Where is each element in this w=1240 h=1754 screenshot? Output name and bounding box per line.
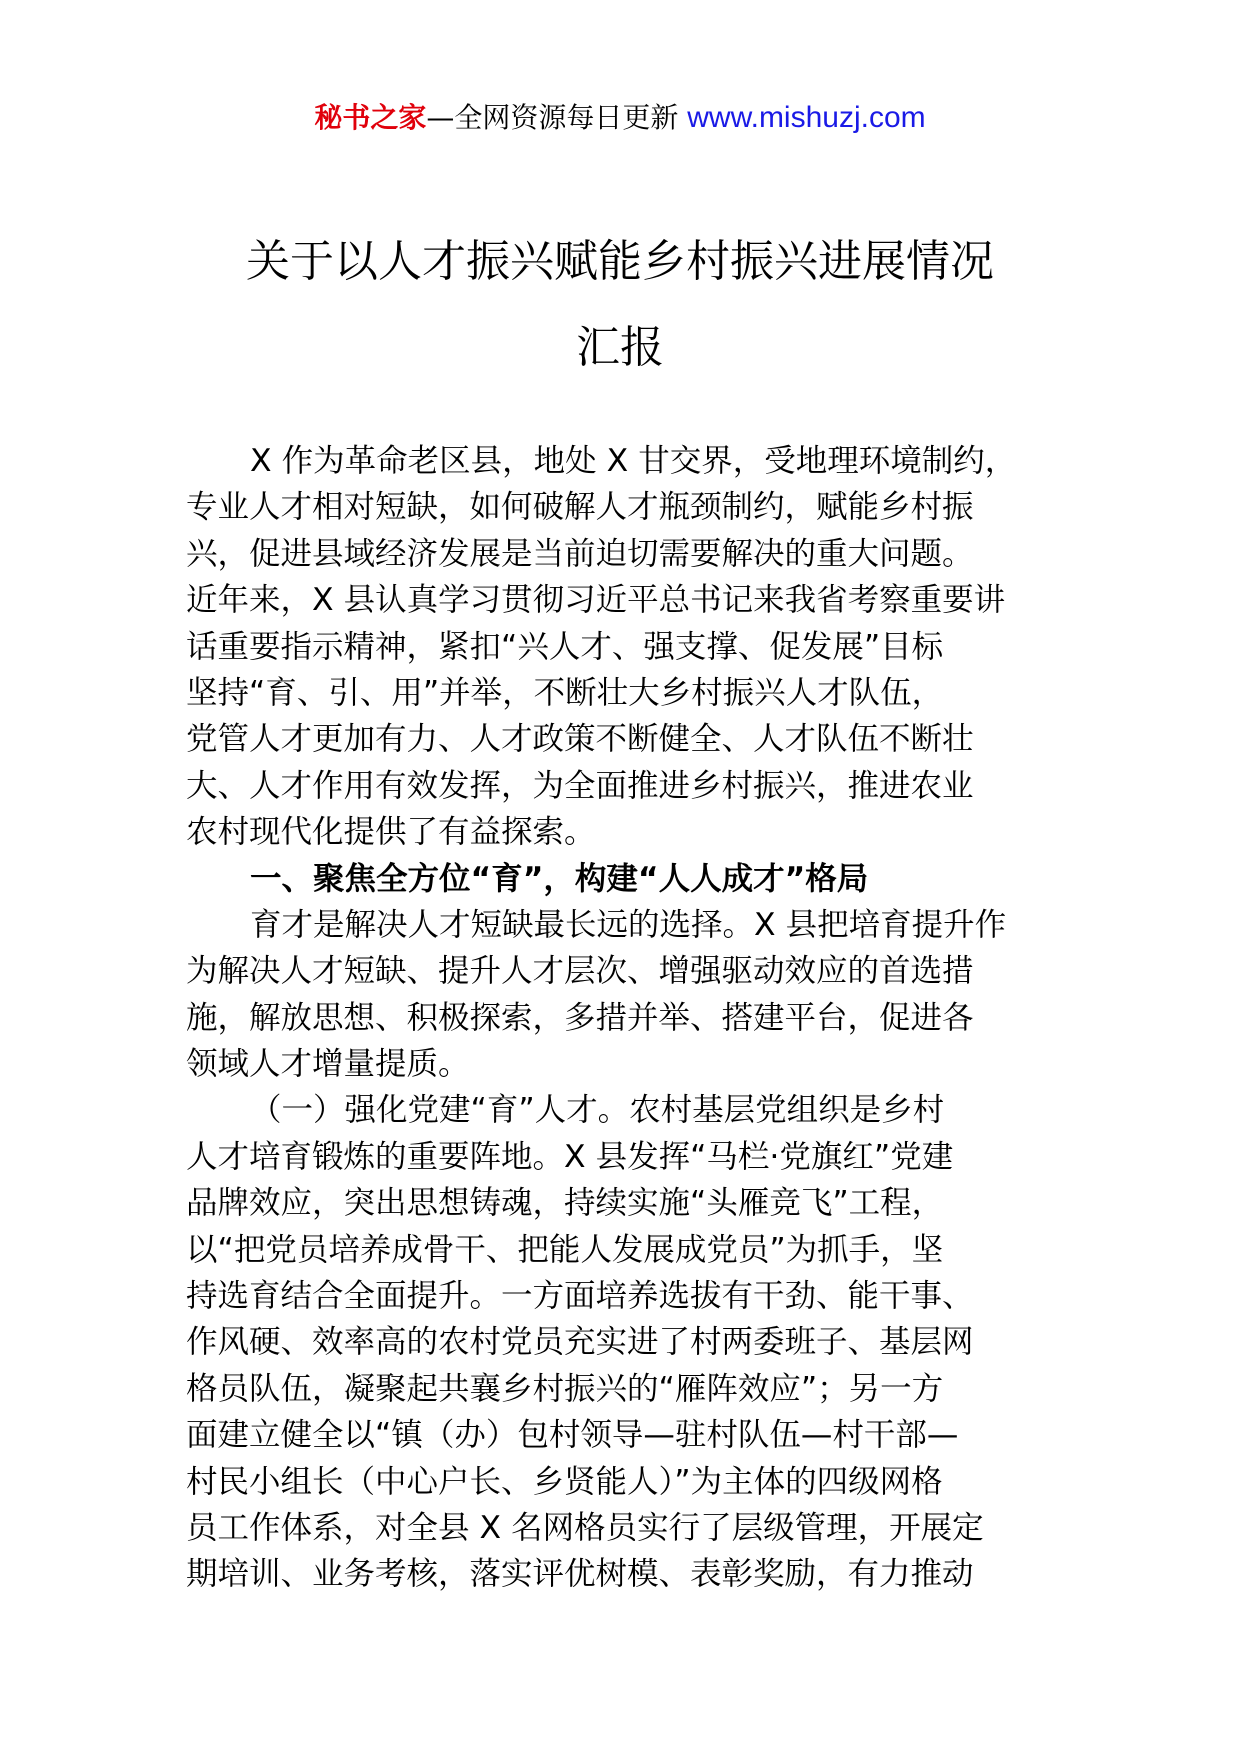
- body-line: 施，解放思想、积极探索，多措并举、搭建平台，促进各: [186, 999, 974, 1036]
- body-line: 育才是解决人才短缺最长远的选择。X 县把培育提升作: [250, 906, 1007, 943]
- document-title-line-2: 汇报: [576, 322, 664, 373]
- section-heading: 一、聚焦全方位“育”，构建“人人成才”格局: [250, 860, 869, 897]
- body-line: 领域人才增量提质。: [186, 1046, 470, 1083]
- body-line: 为解决人才短缺、提升人才层次、增强驱动效应的首选措: [186, 953, 974, 990]
- site-brand: 秘书之家: [314, 101, 427, 134]
- body-line: 作风硬、效率高的农村党员充实进了村两委班子、基层网: [186, 1324, 974, 1361]
- document-title-line-1: 关于以人才振兴赋能乡村振兴进展情况: [246, 236, 994, 287]
- body-line: 村民小组长（中心户长、乡贤能人）”为主体的四级网格: [186, 1463, 943, 1500]
- body-line: 兴，促进县域经济发展是当前迫切需要解决的重大问题。: [186, 535, 974, 572]
- body-line: 以“把党员培养成骨干、把能人发展成党员”为抓手，坚: [186, 1231, 944, 1268]
- body-line: 话重要指示精神，紧扣“兴人才、强支撑、促发展”目标: [186, 628, 944, 665]
- body-line: 品牌效应，突出思想铸魂，持续实施“头雁竞飞”工程，: [186, 1185, 944, 1222]
- body-line: 专业人才相对短缺，如何破解人才瓶颈制约，赋能乡村振: [186, 489, 974, 526]
- document-body: [186, 438, 1066, 1598]
- body-line: 坚持“育、引、用”并举，不断壮大乡村振兴人才队伍，: [186, 674, 944, 711]
- body-line: 持选育结合全面提升。一方面培养选拔有干劲、能干事、: [186, 1278, 974, 1315]
- body-line: 期培训、业务考核，落实评优树模、表彰奖励，有力推动: [186, 1556, 974, 1593]
- body-line: 格员队伍，凝聚起共襄乡村振兴的“雁阵效应”；另一方: [186, 1370, 944, 1407]
- body-line: 党管人才更加有力、人才政策不断健全、人才队伍不断壮: [186, 721, 974, 758]
- body-line: 近年来，X 县认真学习贯彻习近平总书记来我省考察重要讲: [186, 582, 1006, 619]
- body-line: X 作为革命老区县，地处 X 甘交界，受地理环境制约，: [250, 443, 1017, 479]
- body-line: （一）强化党建“育”人才。农村基层党组织是乡村: [250, 1092, 945, 1129]
- body-line: 农村现代化提供了有益探索。: [186, 814, 596, 851]
- body-line: 面建立健全以“镇（办）包村领导—驻村队伍—村干部—: [186, 1417, 959, 1454]
- site-slogan: —全网资源每日更新: [426, 101, 688, 134]
- site-header: [0, 98, 1240, 138]
- body-line: 员工作体系，对全县 X 名网格员实行了层级管理，开展定: [186, 1509, 984, 1546]
- body-line: 大、人才作用有效发挥，为全面推进乡村振兴，推进农业: [186, 767, 974, 804]
- body-line: 人才培育锻炼的重要阵地。X 县发挥“马栏·党旗红”党建: [186, 1138, 954, 1175]
- site-url-link[interactable]: www.mishuzj.com: [687, 101, 926, 134]
